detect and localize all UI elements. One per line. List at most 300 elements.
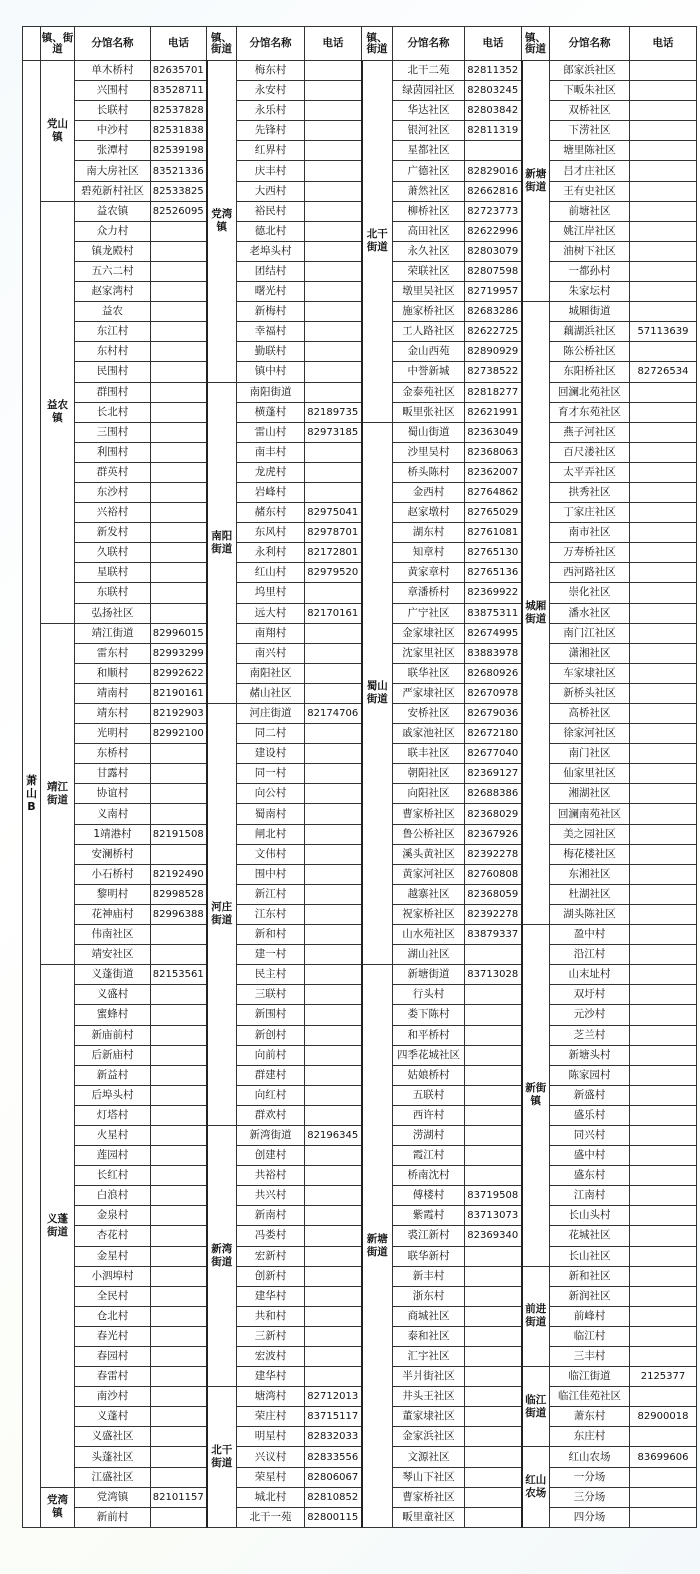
branch-name: 建华村 — [237, 1286, 305, 1306]
branch-name: 江东村 — [237, 904, 305, 924]
phone-number — [630, 1467, 697, 1487]
phone-number: 82764862 — [465, 482, 522, 502]
town-cell: 义蓬街道 — [41, 965, 75, 1487]
table-row — [23, 141, 697, 161]
phone-number — [465, 1105, 522, 1125]
phone-number: 82975041 — [305, 503, 362, 523]
branch-name: 山末址村 — [550, 965, 630, 985]
table-row — [23, 583, 697, 603]
branch-name: 共兴村 — [237, 1186, 305, 1206]
branch-name: 三围村 — [75, 422, 151, 442]
branch-name: 广德社区 — [393, 161, 465, 181]
phone-number — [151, 382, 207, 402]
branch-name: 同二村 — [237, 724, 305, 744]
phone-number — [465, 1246, 522, 1266]
phone-number: 82363049 — [465, 422, 522, 442]
branch-name: 小石桥村 — [75, 864, 151, 884]
branch-name: 潇湘社区 — [550, 643, 630, 663]
phone-number: 82526095 — [151, 201, 207, 221]
branch-name: 北干一苑 — [237, 1507, 305, 1527]
phone-number: 82719957 — [465, 282, 522, 302]
table-row — [23, 1146, 697, 1166]
phone-number: 82833556 — [305, 1447, 362, 1467]
phone-number: 82174706 — [305, 704, 362, 724]
table-row — [23, 985, 697, 1005]
phone-number: 82670978 — [465, 683, 522, 703]
phone-number: 82170161 — [305, 603, 362, 623]
phone-number — [305, 61, 362, 81]
phone-number — [630, 623, 697, 643]
phone-number: 82992100 — [151, 724, 207, 744]
header-town: 镇、街道 — [41, 27, 75, 61]
branch-name: 向前村 — [237, 1045, 305, 1065]
phone-number: 82531838 — [151, 121, 207, 141]
phone-number — [630, 1347, 697, 1367]
phone-number — [630, 221, 697, 241]
town-cell: 红山农场 — [522, 1447, 550, 1527]
phone-number — [465, 1266, 522, 1286]
table-row — [23, 1347, 697, 1367]
town-cell: 党山镇 — [41, 61, 75, 202]
branch-name: 华达社区 — [393, 101, 465, 121]
phone-number — [630, 1306, 697, 1326]
branch-name: 一都孙村 — [550, 261, 630, 281]
branch-name: 创建村 — [237, 1146, 305, 1166]
phone-number — [151, 1347, 207, 1367]
branch-name: 益农 — [75, 302, 151, 322]
phone-number — [151, 322, 207, 342]
phone-number — [305, 764, 362, 784]
branch-name: 雷东村 — [75, 643, 151, 663]
branch-name: 新益村 — [75, 1065, 151, 1085]
branch-name: 河庄街道 — [237, 704, 305, 724]
branch-name: 南阳街道 — [237, 382, 305, 402]
phone-number — [630, 904, 697, 924]
phone-number — [151, 1045, 207, 1065]
branch-name: 盛东村 — [550, 1166, 630, 1186]
branch-name: 燕子河社区 — [550, 422, 630, 442]
table-row — [23, 442, 697, 462]
branch-name: 施家桥社区 — [393, 302, 465, 322]
branch-name: 久联村 — [75, 543, 151, 563]
town-cell: 临江街道 — [522, 1367, 550, 1447]
table-row — [23, 1286, 697, 1306]
branch-name: 仙家里社区 — [550, 764, 630, 784]
branch-name: 四分场 — [550, 1507, 630, 1527]
table-row — [23, 302, 697, 322]
branch-name: 甘露村 — [75, 764, 151, 784]
header-phone: 电话 — [305, 27, 362, 61]
phone-number — [151, 1467, 207, 1487]
branch-name: 曙光村 — [237, 282, 305, 302]
phone-number — [630, 1206, 697, 1226]
branch-name: 萧东村 — [550, 1407, 630, 1427]
branch-name: 姚江岸社区 — [550, 221, 630, 241]
phone-number — [305, 985, 362, 1005]
branch-name: 溪头黄社区 — [393, 844, 465, 864]
phone-number — [630, 884, 697, 904]
branch-name: 银河社区 — [393, 121, 465, 141]
branch-name: 萧然社区 — [393, 181, 465, 201]
phone-number — [630, 583, 697, 603]
phone-number — [305, 643, 362, 663]
phone-number — [465, 1387, 522, 1407]
branch-name: 灯塔村 — [75, 1105, 151, 1125]
phone-number: 82192490 — [151, 864, 207, 884]
branch-name: 建一村 — [237, 945, 305, 965]
branch-name: 塘湾村 — [237, 1387, 305, 1407]
branch-name: 和顺村 — [75, 663, 151, 683]
branch-name: 联华社区 — [393, 663, 465, 683]
phone-number: 82662816 — [465, 181, 522, 201]
branch-name: 曹家桥社区 — [393, 804, 465, 824]
branch-name: 建华村 — [237, 1367, 305, 1387]
table-row — [23, 261, 697, 281]
branch-name: 东沙村 — [75, 482, 151, 502]
phone-number — [305, 1025, 362, 1045]
branch-name: 向红村 — [237, 1085, 305, 1105]
branch-name: 东庄村 — [550, 1427, 630, 1447]
phone-number — [151, 362, 207, 382]
table-row — [23, 1065, 697, 1085]
branch-name: 临江村 — [550, 1326, 630, 1346]
branch-name: 黎明村 — [75, 884, 151, 904]
branch-name: 庆丰村 — [237, 161, 305, 181]
branch-name: 东风村 — [237, 523, 305, 543]
phone-number: 83699606 — [630, 1447, 697, 1467]
branch-name: 浙东村 — [393, 1286, 465, 1306]
town-cell: 北干街道 — [207, 1387, 237, 1528]
branch-name: 半爿街社区 — [393, 1367, 465, 1387]
phone-number — [151, 985, 207, 1005]
phone-number: 82368029 — [465, 804, 522, 824]
phone-number — [465, 985, 522, 1005]
phone-number — [305, 1146, 362, 1166]
branch-name: 伟南社区 — [75, 925, 151, 945]
phone-number — [151, 462, 207, 482]
phone-number — [630, 1085, 697, 1105]
phone-number: 82369127 — [465, 764, 522, 784]
phone-number: 82806067 — [305, 1467, 362, 1487]
phone-number: 82191508 — [151, 824, 207, 844]
branch-name: 三分场 — [550, 1487, 630, 1507]
phone-number — [630, 1005, 697, 1025]
branch-name: 花神庙村 — [75, 904, 151, 924]
phone-number — [630, 1286, 697, 1306]
branch-name: 广宁社区 — [393, 603, 465, 623]
table-row — [23, 563, 697, 583]
table-row — [23, 422, 697, 442]
phone-number — [465, 1045, 522, 1065]
town-cell: 益农镇 — [41, 201, 75, 623]
table-row — [23, 965, 697, 985]
table-row — [23, 643, 697, 663]
branch-name: 向公村 — [237, 784, 305, 804]
phone-number: 82765130 — [465, 543, 522, 563]
phone-number — [630, 462, 697, 482]
phone-number — [151, 402, 207, 422]
phone-number — [151, 1326, 207, 1346]
phone-number: 57113639 — [630, 322, 697, 342]
phone-number — [151, 844, 207, 864]
branch-name: 小泗埠村 — [75, 1266, 151, 1286]
phone-number: 82765029 — [465, 503, 522, 523]
branch-name: 前峰村 — [550, 1306, 630, 1326]
branch-name: 星都社区 — [393, 141, 465, 161]
phone-number — [151, 261, 207, 281]
branch-name: 下畈朱社区 — [550, 81, 630, 101]
table-row — [23, 362, 697, 382]
phone-number — [305, 1186, 362, 1206]
branch-name: 五联村 — [393, 1085, 465, 1105]
branch-name: 四季花城社区 — [393, 1045, 465, 1065]
branch-name: 城北村 — [237, 1487, 305, 1507]
branch-name: 新发村 — [75, 523, 151, 543]
phone-number — [151, 543, 207, 563]
phone-number — [305, 784, 362, 804]
phone-number — [465, 945, 522, 965]
town-cell: 新塘街道 — [522, 61, 550, 302]
branch-name: 章潘桥村 — [393, 583, 465, 603]
phone-number: 82190161 — [151, 683, 207, 703]
branch-name: 单木桥村 — [75, 61, 151, 81]
branch-name: 仓北村 — [75, 1306, 151, 1326]
table-row — [23, 462, 697, 482]
phone-number: 82539198 — [151, 141, 207, 161]
branch-name: 金泉村 — [75, 1206, 151, 1226]
branch-name: 新南村 — [237, 1206, 305, 1226]
phone-number: 82368063 — [465, 442, 522, 462]
phone-number — [465, 1507, 522, 1527]
branch-name: 荣星村 — [237, 1467, 305, 1487]
table-row — [23, 382, 697, 402]
phone-number — [151, 1407, 207, 1427]
branch-name: 勤联村 — [237, 342, 305, 362]
branch-name: 荣庄村 — [237, 1407, 305, 1427]
phone-number — [630, 1166, 697, 1186]
table-row — [23, 1467, 697, 1487]
branch-name: 拱秀社区 — [550, 482, 630, 502]
branch-name: 新和村 — [237, 925, 305, 945]
phone-number: 82996388 — [151, 904, 207, 924]
branch-name: 靖江街道 — [75, 623, 151, 643]
phone-number: 82803245 — [465, 81, 522, 101]
phone-number: 82369340 — [465, 1226, 522, 1246]
branch-name: 畈里张社区 — [393, 402, 465, 422]
table-row — [23, 1447, 697, 1467]
branch-name: 山水苑社区 — [393, 925, 465, 945]
header-phone: 电话 — [151, 27, 207, 61]
branch-name: 闸北村 — [237, 824, 305, 844]
branch-name: 严家埭社区 — [393, 683, 465, 703]
branch-name: 南市社区 — [550, 523, 630, 543]
phone-number — [465, 1407, 522, 1427]
phone-number — [305, 241, 362, 261]
phone-number: 82996015 — [151, 623, 207, 643]
phone-number: 82622725 — [465, 322, 522, 342]
phone-number: 83521336 — [151, 161, 207, 181]
branch-name: 头蓬社区 — [75, 1447, 151, 1467]
phone-number — [305, 221, 362, 241]
branch-name: 中誉新城 — [393, 362, 465, 382]
header-phone: 电话 — [465, 27, 522, 61]
table-row — [23, 1125, 697, 1145]
table-row — [23, 724, 697, 744]
table-row — [23, 1085, 697, 1105]
phone-number: 82761081 — [465, 523, 522, 543]
branch-name: 新盛村 — [550, 1085, 630, 1105]
branch-name: 姑娘桥村 — [393, 1065, 465, 1085]
phone-number — [305, 925, 362, 945]
branch-name: 义盛社区 — [75, 1427, 151, 1447]
phone-number — [630, 81, 697, 101]
table-row — [23, 804, 697, 824]
phone-number — [305, 482, 362, 502]
phone-number — [465, 1487, 522, 1507]
phone-number: 82680926 — [465, 663, 522, 683]
branch-name: 老埠头村 — [237, 241, 305, 261]
phone-number: 82683286 — [465, 302, 522, 322]
branch-name: 红界村 — [237, 141, 305, 161]
phone-number — [151, 1427, 207, 1447]
branch-name: 兴议村 — [237, 1447, 305, 1467]
phone-number: 83713028 — [465, 965, 522, 985]
phone-number — [630, 241, 697, 261]
branch-name: 井头王社区 — [393, 1387, 465, 1407]
branch-name: 镇中村 — [237, 362, 305, 382]
phone-number — [465, 1065, 522, 1085]
branch-name: 白浪村 — [75, 1186, 151, 1206]
phone-number: 82674995 — [465, 623, 522, 643]
branch-name: 新前村 — [75, 1507, 151, 1527]
branch-name: 沿江村 — [550, 945, 630, 965]
phone-number — [630, 422, 697, 442]
table-row — [23, 744, 697, 764]
phone-number: 82537828 — [151, 101, 207, 121]
phone-number — [305, 663, 362, 683]
town-cell: 城厢街道 — [522, 302, 550, 925]
phone-number: 82172801 — [305, 543, 362, 563]
branch-name: 鲁公桥社区 — [393, 824, 465, 844]
branch-name: 高田社区 — [393, 221, 465, 241]
phone-number — [305, 683, 362, 703]
phone-number — [630, 1105, 697, 1125]
branch-name: 远大村 — [237, 603, 305, 623]
phone-number — [305, 81, 362, 101]
header-town: 镇、街道 — [522, 27, 550, 61]
phone-number: 82192903 — [151, 704, 207, 724]
phone-number: 83879337 — [465, 925, 522, 945]
phone-number: 82189735 — [305, 402, 362, 422]
branch-name: 安澜桥村 — [75, 844, 151, 864]
branch-name: 汇宇社区 — [393, 1347, 465, 1367]
phone-number — [305, 161, 362, 181]
phone-number — [630, 563, 697, 583]
phone-number: 2125377 — [630, 1367, 697, 1387]
phone-number — [305, 583, 362, 603]
phone-number — [305, 141, 362, 161]
branch-name: 知章村 — [393, 543, 465, 563]
phone-number — [630, 101, 697, 121]
branch-name: 赭山社区 — [237, 683, 305, 703]
phone-number — [305, 965, 362, 985]
branch-name: 傅楼村 — [393, 1186, 465, 1206]
phone-number — [305, 101, 362, 121]
branch-name: 民主村 — [237, 965, 305, 985]
phone-number — [465, 1005, 522, 1025]
table-row — [23, 884, 697, 904]
branch-name: 回澜南苑社区 — [550, 804, 630, 824]
table-row — [23, 945, 697, 965]
branch-name: 先锋村 — [237, 121, 305, 141]
branch-name: 兴裕村 — [75, 503, 151, 523]
phone-number — [630, 302, 697, 322]
phone-number — [305, 884, 362, 904]
branch-name: 蜀南村 — [237, 804, 305, 824]
branch-name: 义蓬村 — [75, 1407, 151, 1427]
branch-name: 祝家桥社区 — [393, 904, 465, 924]
phone-number: 82635701 — [151, 61, 207, 81]
phone-number: 82829016 — [465, 161, 522, 181]
header-town: 镇、街道 — [362, 27, 393, 61]
branch-name: 和平桥村 — [393, 1025, 465, 1045]
branch-name: 众力村 — [75, 221, 151, 241]
branch-name: 越寨社区 — [393, 884, 465, 904]
branch-name: 金家浜社区 — [393, 1427, 465, 1447]
phone-number — [151, 1367, 207, 1387]
phone-number — [630, 683, 697, 703]
branch-name: 坞里村 — [237, 583, 305, 603]
phone-number — [630, 985, 697, 1005]
branch-name: 长联村 — [75, 101, 151, 121]
branch-name: 曹家桥社区 — [393, 1487, 465, 1507]
branch-name: 南阳社区 — [237, 663, 305, 683]
branch-name: 莲园村 — [75, 1146, 151, 1166]
phone-number — [630, 482, 697, 502]
branch-name: 临江街道 — [550, 1367, 630, 1387]
phone-number: 82811352 — [465, 61, 522, 81]
branch-name: 裕民村 — [237, 201, 305, 221]
branch-name: 沙里吴村 — [393, 442, 465, 462]
table-row — [23, 181, 697, 201]
town-cell: 党湾镇 — [207, 61, 237, 383]
table-row — [23, 1025, 697, 1045]
branch-name: 东江村 — [75, 322, 151, 342]
table-row — [23, 1246, 697, 1266]
table-row — [23, 1266, 697, 1286]
phone-number — [151, 1286, 207, 1306]
phone-number — [630, 744, 697, 764]
phone-number: 82803842 — [465, 101, 522, 121]
branch-name: 党湾镇 — [75, 1487, 151, 1507]
branch-name: 碧苑新村社区 — [75, 181, 151, 201]
table-row — [23, 221, 697, 241]
branch-name: 明星村 — [237, 1427, 305, 1447]
phone-number — [465, 1447, 522, 1467]
branch-name: 岩峰村 — [237, 482, 305, 502]
town-cell: 靖江街道 — [41, 623, 75, 965]
directory-body — [23, 27, 697, 1528]
phone-number — [305, 1065, 362, 1085]
branch-name: 冯娄村 — [237, 1226, 305, 1246]
table-row — [23, 1367, 697, 1387]
town-cell: 新街镇 — [522, 925, 550, 1267]
phone-number — [151, 422, 207, 442]
table-row — [23, 1507, 697, 1527]
phone-number — [465, 1326, 522, 1346]
phone-number: 82196345 — [305, 1125, 362, 1145]
table-row — [23, 1045, 697, 1065]
